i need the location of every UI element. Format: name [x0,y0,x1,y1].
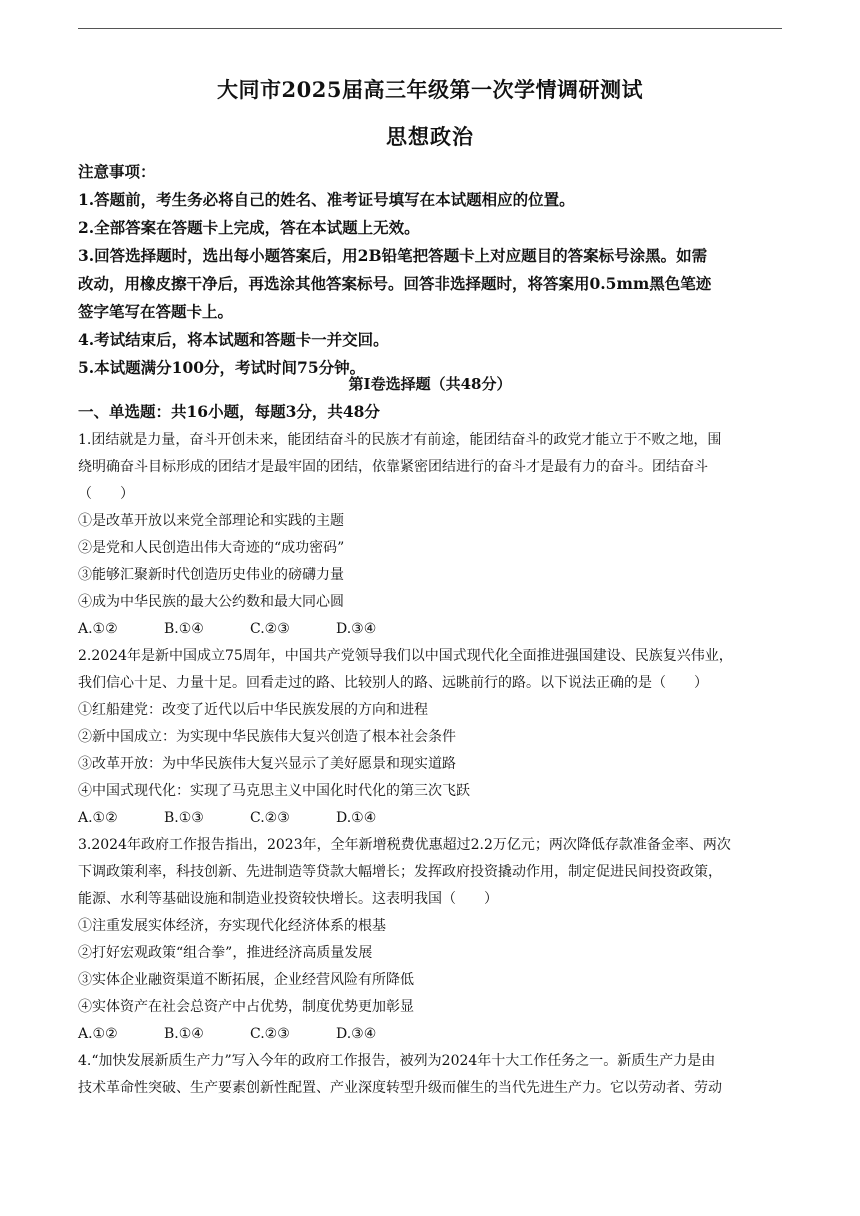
notice-block [78,158,782,382]
choice-c: C.②③ [250,621,290,637]
question-4 [78,1048,782,1102]
section-heading: 第Ⅰ卷选择题（共48分） [348,375,512,393]
option-item: ①红船建党：改变了近代以后中华民族发展的方向和进程 [78,702,428,718]
choice-row [78,616,782,643]
question-stem-line: 能源、水利等基础设施和制造业投资较快增长。这表明我国（ ） [78,891,498,907]
top-rule [78,28,782,29]
option-item: ④中国式现代化：实现了马克思主义中国化时代化的第三次飞跃 [78,783,470,799]
choice-a: A.①② [78,810,118,826]
choice-row [78,805,782,832]
question-stem-line: 下调政策利率，科技创新、先进制造等贷款大幅增长；发挥政府投资撬动作用，制定促进民间投资政策， [78,864,722,880]
question-1 [78,427,782,643]
choice-c: C.②③ [250,1026,290,1042]
notice-line: 1.答题前，考生务必将自己的姓名、准考证号填写在本试题相应的位置。 [78,190,575,209]
choice-row [78,1021,782,1048]
question-stem-line: 3.2024年政府工作报告指出，2023年，全年新增税费优惠超过2.2万亿元；两次降低存款准备金率、两次 [78,837,731,853]
choice-d: D.③④ [336,621,377,637]
questions-list [78,427,782,1102]
notice-line: 2.全部答案在答题卡上完成，答在本试题上无效。 [78,218,420,237]
choice-b: B.①④ [164,1026,204,1042]
option-item: ①注重发展实体经济，夯实现代化经济体系的根基 [78,918,386,934]
choice-d: D.①④ [336,810,377,826]
question-stem-line: 1.团结就是力量，奋斗开创未来，能团结奋斗的民族才有前途，能团结奋斗的政党才能立于不败之地，围 [78,432,722,448]
option-item: ①是改革开放以来党全部理论和实践的主题 [78,513,344,529]
question-stem-line: 2.2024年是新中国成立75周年，中国共产党领导我们以中国式现代化全面推进强国建设、民族复兴伟业， [78,648,733,664]
option-item: ②打好宏观政策“组合拳”，推进经济高质量发展 [78,945,373,961]
option-item: ④实体资产在社会总资产中占优势，制度优势更加彰显 [78,999,414,1015]
option-item: ②是党和人民创造出伟大奇迹的“成功密码” [78,540,345,556]
option-item: ③改革开放：为中华民族伟大复兴显示了美好愿景和现实道路 [78,756,456,772]
question-stem-line: 4.“加快发展新质生产力”写入今年的政府工作报告，被列为2024年十大工作任务之一。新质生产力是由 [78,1053,716,1069]
choice-b: B.①④ [164,621,204,637]
option-item: ④成为中华民族的最大公约数和最大同心圆 [78,594,344,610]
notice-line: 3.回答选择题时，选出每小题答案后，用2B铅笔把答题卡上对应题目的答案标号涂黑。如需 [78,246,708,265]
answer-blank: （ ） [78,486,134,502]
notice-line: 签字笔写在答题卡上。 [78,302,234,321]
choice-b: B.①③ [164,810,204,826]
option-item: ③能够汇聚新时代创造历史伟业的磅礴力量 [78,567,344,583]
question-3 [78,832,782,1048]
question-stem-line: 技术革命性突破、生产要素创新性配置、产业深度转型升级而催生的当代先进生产力。它以劳动者、劳动 [78,1080,722,1096]
notice-line: 4.考试结束后，将本试题和答题卡一并交回。 [78,330,389,349]
option-item: ③实体企业融资渠道不断拓展，企业经营风险有所降低 [78,972,414,988]
exam-title: 大同市2025届高三年级第一次学情调研测试 [217,77,643,102]
notice-heading: 注意事项： [78,162,156,181]
notice-line: 改动，用橡皮擦干净后，再选涂其他答案标号。回答非选择题时，将答案用0.5mm黑色笔迹 [78,274,712,293]
choice-d: D.③④ [336,1026,377,1042]
exam-subject: 思想政治 [386,124,474,149]
choice-c: C.②③ [250,810,290,826]
question-stem-line: 绕明确奋斗目标形成的团结才是最牢固的团结，依靠紧密团结进行的奋斗才是最有力的奋斗。团结奋斗 [78,459,708,475]
question-stem-line: 我们信心十足、力量十足。回看走过的路、比较别人的路、远眺前行的路。以下说法正确的是（ ） [78,675,708,691]
question-2 [78,643,782,832]
part-heading: 一、单选题：共16小题，每题3分，共48分 [78,402,380,421]
choice-a: A.①② [78,621,118,637]
option-item: ②新中国成立：为实现中华民族伟大复兴创造了根本社会条件 [78,729,456,745]
notice-line: 5.本试题满分100分，考试时间75分钟。 [78,358,366,377]
choice-a: A.①② [78,1026,118,1042]
